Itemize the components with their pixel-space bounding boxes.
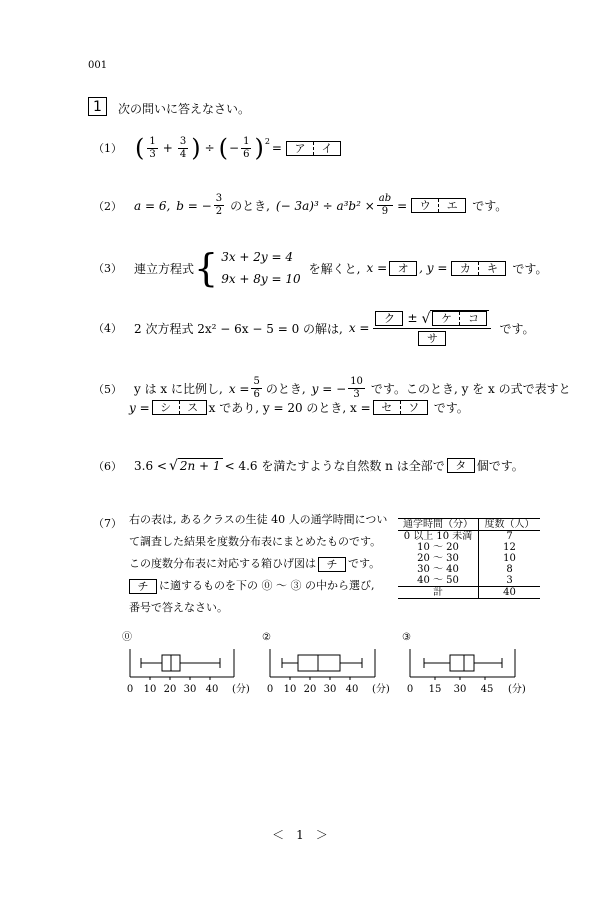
fraction: $\frac{1}{3}$ — [149, 135, 156, 160]
svg-text:(分): (分) — [372, 684, 390, 695]
answer-box[interactable]: ク — [375, 311, 403, 326]
svg-text:(分): (分) — [508, 684, 526, 695]
section-instruction: 次の問いに答えなさい。 — [118, 102, 251, 116]
svg-text:(分): (分) — [232, 684, 250, 695]
page-number: ＜ 1 ＞ — [272, 828, 328, 842]
question-2: （2） a = 6, b = − $\frac{3}{2}$ のとき, (− 3a)³ ÷ a³b² × $\frac{ab}{9}$ = ウ エ です。 — [93, 193, 508, 217]
svg-text:0: 0 — [266, 684, 274, 695]
boxplot-label: ② — [262, 632, 271, 643]
svg-text:45: 45 — [480, 684, 494, 695]
question-5-line-2: y = シ ス x であり, y = 20 のとき, x = セ ソ です。 — [129, 400, 469, 415]
answer-box[interactable]: ウ エ — [411, 198, 466, 213]
frequency-table: 通学時間（分） 度数（人） 0 以上 10 未満 7 10 〜 20 12 20 〜 30 10 30 〜 40 8 40 〜 50 3 計 40 — [398, 518, 540, 599]
svg-text:20: 20 — [163, 684, 177, 695]
question-number: （3） — [93, 262, 122, 275]
svg-text:10: 10 — [143, 684, 157, 695]
question-6: （6） 3.6 < √ 2n + 1 < 4.6 を満たすような自然数 n は全部で タ 個です。 — [93, 458, 524, 474]
question-number: （5） — [93, 382, 122, 396]
question-number: （1） — [93, 142, 122, 155]
fraction: $\frac{3}{4}$ — [179, 135, 187, 160]
svg-text:30: 30 — [183, 684, 197, 695]
question-number: （4） — [93, 322, 122, 335]
svg-text:0: 0 — [126, 684, 134, 695]
answer-box[interactable]: ケ コ — [432, 311, 487, 326]
svg-text:40: 40 — [205, 684, 219, 695]
boxplot-label: ⓪ — [122, 632, 132, 643]
section-number-box: 1 — [88, 97, 107, 116]
svg-text:15: 15 — [428, 684, 442, 695]
svg-text:10: 10 — [283, 684, 297, 695]
question-3: （3） 連立方程式 { 3x + 2y = 4 9x + 8y = 10 を解くと, x = オ , y = カ キ です。 — [93, 246, 548, 290]
boxplot-0 — [130, 649, 234, 680]
answer-box[interactable]: ア イ — [286, 141, 341, 156]
equation-system: 3x + 2y = 4 9x + 8y = 10 — [221, 250, 301, 286]
svg-text:20: 20 — [303, 684, 317, 695]
svg-text:0: 0 — [406, 684, 414, 695]
question-number: （7） — [93, 517, 122, 530]
boxplot-options — [110, 625, 550, 700]
fraction: $\frac{10}{3}$ — [350, 376, 363, 400]
boxplot-2 — [410, 649, 515, 680]
svg-text:40: 40 — [345, 684, 359, 695]
question-7-text: 右の表は, あるクラスの生徒 40 人の通学時間につい て調査した結果を度数分布表にまとめたものです。 この度数分布表に対応する箱ひげ図は チ です。 チ に適するものを下の ⓪ 〜 ③ の中から選び, 番号で答えなさい。 — [129, 513, 388, 614]
answer-box[interactable]: チ — [129, 579, 157, 594]
question-number: （6） — [93, 459, 122, 473]
solution-fraction: ク ± √ ケ コ サ — [373, 310, 491, 346]
page-serial: 001 — [88, 60, 108, 71]
answer-box[interactable]: カ キ — [451, 261, 506, 276]
fraction: $\frac{1}{6}$ — [243, 135, 250, 160]
fraction: $\frac{ab}{9}$ — [378, 193, 392, 217]
svg-text:30: 30 — [453, 684, 467, 695]
question-1: （1） ( $\frac{1}{3}$ + $\frac{3}{4}$ ) ÷ ( − $\frac{1}{6}$ ) 2 = ア イ — [93, 136, 343, 160]
fraction: $\frac{5}{6}$ — [253, 376, 260, 400]
boxplot-label: ③ — [402, 632, 411, 643]
answer-box[interactable]: オ — [389, 261, 417, 276]
fraction: $\frac{3}{2}$ — [215, 193, 223, 217]
answer-box[interactable]: タ — [447, 458, 475, 473]
answer-box[interactable]: セ ソ — [373, 400, 428, 415]
question-number: （2） — [93, 199, 122, 213]
answer-box[interactable]: シ ス — [152, 400, 207, 415]
boxplot-1 — [270, 649, 375, 680]
answer-box[interactable]: チ — [318, 557, 346, 572]
answer-box[interactable]: サ — [418, 331, 446, 346]
svg-text:30: 30 — [323, 684, 337, 695]
question-5-line-1: （5） y は x に比例し, x = $\frac{5}{6}$ のとき, y = − $\frac{10}{3}$ です。このとき, y を x の式で表すと — [93, 376, 571, 400]
question-4: （4） 2 次方程式 2x² − 6x − 5 = 0 の解は, x = ク ± √ ケ コ サ です。 — [93, 311, 535, 345]
